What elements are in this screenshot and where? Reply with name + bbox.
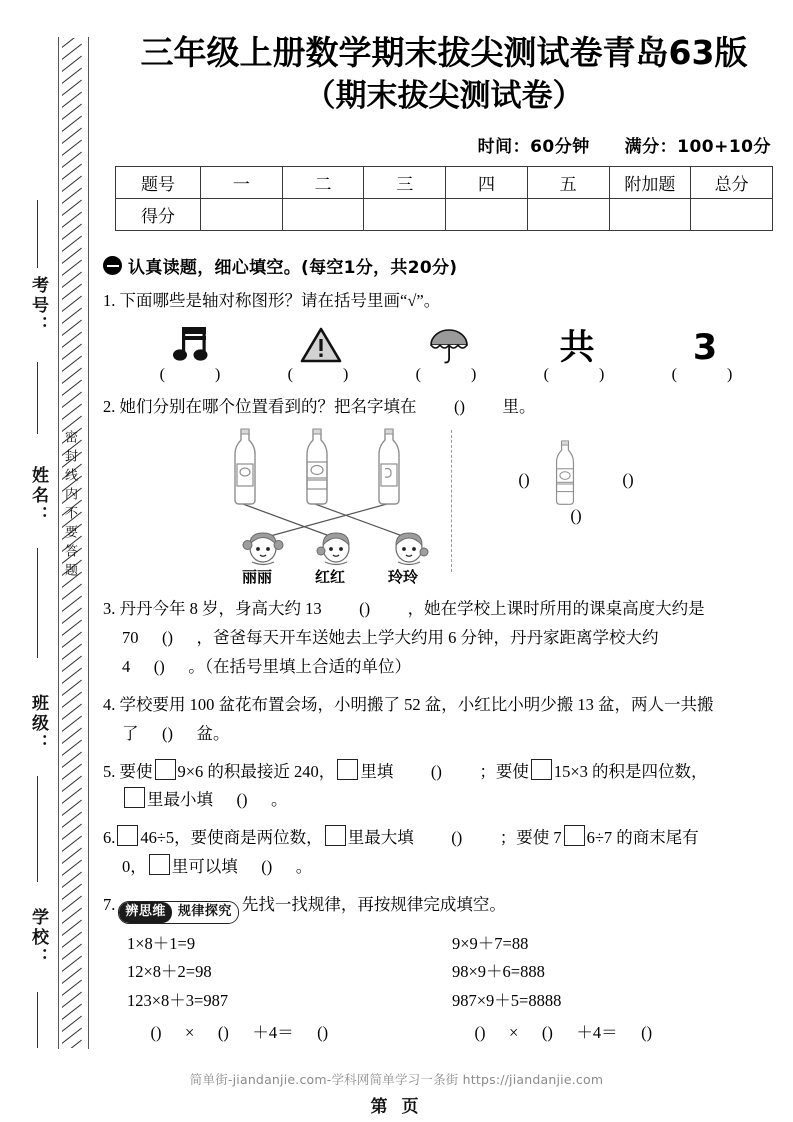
question-5-box-1[interactable] [155, 759, 176, 780]
q7-left-blank-2[interactable] [194, 1023, 252, 1043]
question-5 [103, 758, 775, 816]
question-3-line1-a: 丹丹今年 8 岁，身高大约 13 [119, 599, 322, 619]
equation-row-0 [127, 930, 777, 958]
q7-right-blank-1[interactable] [451, 1023, 509, 1043]
question-6-box-1[interactable] [117, 825, 138, 846]
figure-cell-1 [257, 322, 385, 384]
score-value-1[interactable] [282, 199, 364, 231]
score-value-4[interactable] [527, 199, 609, 231]
score-col-1: 二 [282, 167, 364, 199]
seal-field-class: 班级： [28, 694, 48, 754]
question-7-fill-row [127, 1019, 775, 1043]
question-7-number: 7. [103, 895, 116, 915]
figure-blank-4[interactable]: ( ) [671, 366, 747, 384]
question-2-diagram [103, 426, 775, 586]
question-4-line1: 学校要用 100 盆花布置会场，小明搬了 52 盆，小红比小明少搬 13 盆，两人一共搬 [119, 694, 714, 714]
score-value-6[interactable] [691, 199, 773, 231]
score-col-5: 附加题 [609, 167, 691, 199]
figure-blank-3[interactable]: ( ) [543, 366, 619, 384]
section-number-icon [103, 256, 122, 275]
equation-right-2: 987×9＋5=8888 [452, 990, 562, 1010]
question-3-line1-b: ，她在学校上课时所用的课桌高度大约是 [407, 599, 705, 619]
equation-row-1 [127, 958, 777, 986]
question-4-line2-b: 盆。 [196, 723, 230, 743]
digit-three-glyph [641, 322, 769, 369]
score-table-row-label-0: 题号 [116, 167, 201, 199]
seal-field-line-2 [37, 362, 38, 434]
question-7-fill-right [451, 1019, 775, 1043]
question-5-blank-1[interactable] [393, 758, 479, 787]
score-value-0[interactable] [201, 199, 283, 231]
gong-character-glyph [513, 322, 641, 369]
music-note-icon-svg [171, 324, 215, 366]
score-table [115, 166, 773, 231]
question-5-b2: 。 [271, 790, 288, 810]
question-7-equations [127, 930, 777, 1015]
figure-blank-1[interactable]: ( ) [287, 366, 363, 384]
seal-margin [0, 0, 95, 1122]
seal-field-name: 姓名： [28, 466, 48, 526]
question-4-blank[interactable] [139, 720, 197, 749]
question-1-figures [129, 322, 769, 384]
q7-right-blank-2[interactable] [518, 1023, 576, 1043]
girl-name-1: 丽丽 [242, 568, 273, 587]
umbrella-icon [385, 322, 513, 366]
umbrella-icon-svg [426, 324, 472, 366]
score-col-3: 四 [446, 167, 528, 199]
question-5-box-2[interactable] [337, 759, 358, 780]
girl-avatar-3 [388, 532, 430, 566]
score-value-3[interactable] [446, 199, 528, 231]
question-6-blank-1[interactable] [414, 824, 500, 853]
score-col-0: 一 [201, 167, 283, 199]
q7-right-plus: ＋4＝ [576, 1023, 618, 1043]
figure-cell-3 [513, 322, 641, 384]
seal-field-exam-number: 考号： [28, 276, 48, 336]
seal-rule-inner [58, 37, 59, 1049]
footer-page-number: 第 页 [370, 1097, 423, 1117]
figure-glyph-3: 共 [559, 328, 595, 369]
question-2-answer-blank-bottom[interactable] [533, 506, 619, 526]
exam-sheet [95, 0, 793, 1122]
girl-avatar-2 [315, 532, 357, 566]
badge-thinking: 辨思维 [119, 902, 172, 923]
seal-field-school: 学校： [28, 908, 48, 968]
question-6-box-4[interactable] [149, 854, 170, 875]
q7-right-blank-3[interactable] [618, 1023, 676, 1043]
question-6-b3: 。 [295, 857, 313, 877]
q7-left-blank-3[interactable] [294, 1023, 352, 1043]
bottle-icon-1 [228, 428, 262, 506]
question-3-line3-b: 。（在括号里填上合适的单位） [188, 656, 411, 676]
figure-blank-2[interactable]: ( ) [415, 366, 491, 384]
question-7-text: 先找一找规律，再按规律完成填空。 [241, 895, 506, 915]
equation-right-0: 9×9＋7=88 [452, 933, 529, 953]
question-3-line2-a: 70 [122, 628, 139, 648]
question-2-answer-blank-right[interactable] [585, 470, 671, 490]
question-6-number: 6. [103, 828, 116, 848]
footer-source: 简单街-jiandanjie.com-学科网简单学习一条街 https://jiandanjie.com [189, 1072, 604, 1087]
time-label: 时间：60分钟 [477, 137, 590, 158]
question-6-b2: 里可以填 [171, 857, 238, 877]
question-5-a5: 15×3 的积是四位数， [553, 761, 708, 781]
warning-triangle-icon [257, 322, 385, 366]
question-2-text-a: 她们分别在哪个位置看到的？把名字填在 [119, 397, 417, 417]
question-5-number: 5. [103, 761, 116, 781]
seal-rule-outer [88, 37, 89, 1049]
table-row-scores [116, 199, 773, 231]
page-subtitle: （期末拔尖测试卷） [304, 78, 584, 115]
question-3-blank-2[interactable] [139, 624, 197, 653]
girl-name-3: 玲玲 [388, 568, 419, 587]
score-col-2: 三 [364, 167, 446, 199]
question-6-a3: ；要使 7 [499, 828, 562, 848]
music-note-icon [129, 322, 257, 366]
equation-left-2: 123×8＋3=987 [127, 990, 229, 1010]
score-value-5[interactable] [609, 199, 691, 231]
q7-left-blank-1[interactable] [127, 1023, 185, 1043]
girl-name-2: 红红 [315, 568, 346, 587]
question-1 [103, 287, 775, 316]
score-table-row-label-1: 得分 [116, 199, 201, 231]
question-7-badge [118, 901, 239, 924]
seal-field-line-3 [37, 548, 38, 658]
question-5-a3: 里填 [360, 761, 394, 781]
seal-field-line-1 [37, 200, 38, 268]
warning-triangle-icon-svg [299, 324, 343, 366]
q7-left-op: × [185, 1023, 195, 1043]
question-1-number: 1. [103, 291, 116, 311]
figure-cell-0 [129, 322, 257, 384]
question-6-a2: 里最大填 [347, 828, 414, 848]
score-col-4: 五 [527, 167, 609, 199]
question-3-number: 3. [103, 599, 116, 619]
exam-meta [95, 132, 793, 157]
table-row-header [116, 167, 773, 199]
question-2-number: 2. [103, 397, 116, 417]
seal-field-line-5 [37, 992, 38, 1048]
figure-glyph-4: 3 [692, 328, 718, 369]
question-4 [103, 691, 775, 749]
total-score-label: 满分：100+10分 [624, 137, 771, 158]
figure-cell-2 [385, 322, 513, 384]
question-3-blank-1[interactable] [322, 595, 408, 624]
seal-field-line-4 [37, 776, 38, 882]
page-title: 三年级上册数学期末拔尖测试卷青岛63版 [140, 33, 748, 72]
figure-blank-0[interactable]: ( ) [159, 366, 235, 384]
question-2-text-b: 里。 [502, 397, 536, 417]
bottle-icon-3 [372, 428, 406, 506]
question-3-line2-b: ，爸爸每天开车送她去上学大约用 6 分钟，丹丹家距离学校大约 [196, 628, 659, 648]
figure-cell-4 [641, 322, 769, 384]
question-5-box-4[interactable] [124, 787, 145, 808]
girl-avatar-1 [242, 532, 284, 566]
question-5-a2: 9×6 的积最接近 240， [177, 761, 336, 781]
question-7-fill-left [127, 1019, 451, 1043]
equation-left-0: 1×8＋1=9 [127, 933, 196, 953]
question-6-a1: 46÷5，要使商是两位数， [140, 828, 323, 848]
bottle-icon-2 [300, 428, 334, 506]
q7-left-plus: ＋4＝ [252, 1023, 294, 1043]
question-6-box-3[interactable] [564, 825, 585, 846]
question-5-a1: 要使 [119, 761, 153, 781]
question-5-b1: 里最小填 [147, 790, 213, 810]
question-5-box-3[interactable] [531, 759, 552, 780]
question-7 [103, 891, 775, 924]
q7-right-op: × [509, 1023, 519, 1043]
equation-right-1: 98×9＋6=888 [452, 962, 545, 982]
question-6 [103, 824, 775, 882]
question-5-a4: ；要使 [479, 761, 529, 781]
badge-pattern-exploration: 规律探究 [172, 902, 238, 923]
question-2-blank[interactable] [417, 393, 503, 422]
question-6-a4: 6÷7 的商末尾有 [586, 828, 699, 848]
question-5-blank-2[interactable] [213, 786, 271, 815]
equation-row-2 [127, 987, 777, 1015]
question-4-line2-a: 了 [122, 723, 139, 743]
section-1-heading-text: 认真读题，细心填空。(每空1分，共20分) [128, 258, 458, 279]
question-2 [103, 393, 775, 422]
equation-left-1: 12×8＋2=98 [127, 962, 212, 982]
question-6-b1: 0， [122, 857, 147, 877]
question-6-blank-2[interactable] [238, 853, 296, 882]
question-3 [103, 595, 775, 682]
seal-no-answer-note: 密封线内不要答题 [62, 430, 77, 582]
score-value-2[interactable] [364, 199, 446, 231]
question-2-answer-blank-left[interactable] [481, 470, 567, 490]
question-4-number: 4. [103, 694, 116, 714]
question-6-box-2[interactable] [325, 825, 346, 846]
section-1-heading [103, 253, 775, 278]
question-3-line3-a: 4 [122, 656, 131, 676]
question-3-blank-3[interactable] [130, 653, 188, 682]
question-1-text: 下面哪些是轴对称图形？请在括号里画“√”。 [119, 291, 441, 311]
score-col-6: 总分 [691, 167, 773, 199]
